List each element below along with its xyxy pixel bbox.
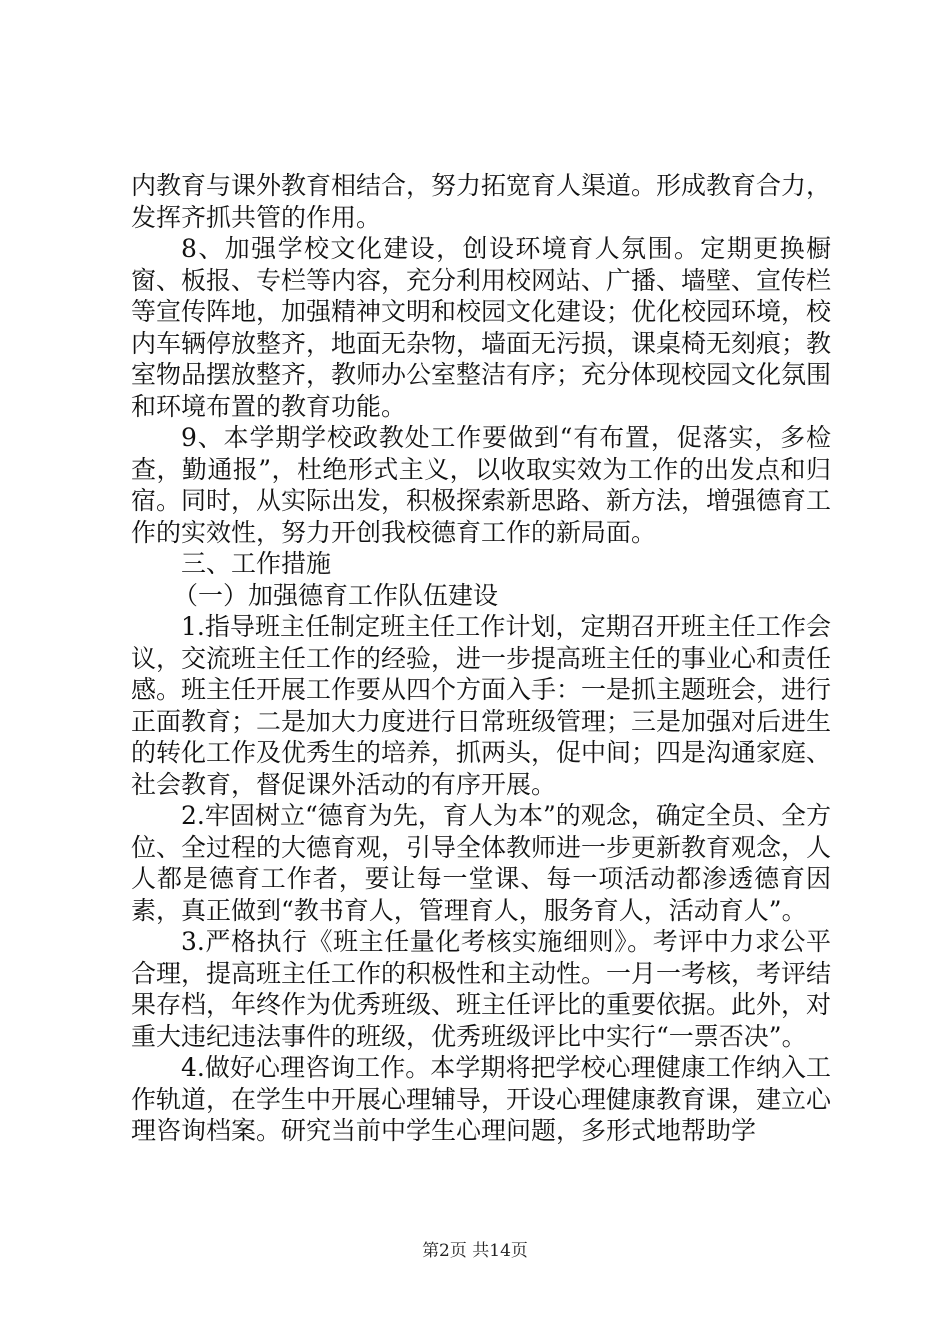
paragraph-measure-2: 2.牢固树立“德育为先，育人为本”的观念，确定全员、全方位、全过程的大德育观，引导全体教师进一步更新教育观念，人人都是德育工作者，要让每一堂课、每一项活动都渗透德育因素，真正做到“教书育人，管理育人，服务育人，活动育人”。 <box>131 801 832 925</box>
paragraph-measure-3: 3.严格执行《班主任量化考核实施细则》。考评中力求公平合理，提高班主任工作的积极性和主动性。一月一考核，考评结果存档，年终作为优秀班级、班主任评比的重要依据。此外，对重大违纪违法事件的班级，优秀班级评比中实行“一票否决”。 <box>131 927 832 1051</box>
paragraph-item-8: 8、加强学校文化建设，创设环境育人氛围。定期更换橱窗、板报、专栏等内容，充分利用校网站、广播、墙壁、宣传栏等宣传阵地，加强精神文明和校园文化建设；优化校园环境，校内车辆停放整齐，地面无杂物，墙面无污损，课桌椅无刻痕；教室物品摆放整齐，教师办公室整洁有序；充分体现校园文化氛围和环境布置的教育功能。 <box>131 234 832 421</box>
subsection-heading-team-building: （一）加强德育工作队伍建设 <box>173 580 499 610</box>
paragraph-continuation: 内教育与课外教育相结合，努力拓宽育人渠道。形成教育合力，发挥齐抓共管的作用。 <box>131 171 832 232</box>
paragraph-measure-4: 4.做好心理咨询工作。本学期将把学校心理健康工作纳入工作轨道，在学生中开展心理辅导，开设心理健康教育课，建立心理咨询档案。研究当前中学生心理问题，多形式地帮助学 <box>131 1053 832 1145</box>
paragraph-item-9: 9、本学期学校政教处工作要做到“有布置，促落实，多检查，勤通报”，杜绝形式主义，以收取实效为工作的出发点和归宿。同时，从实际出发，积极探索新思路、新方法，增强德育工作的实效性，努力开创我校德育工作的新局面。 <box>131 423 832 547</box>
section-heading-measures: 三、工作措施 <box>181 549 332 578</box>
document-body <box>131 170 831 1147</box>
paragraph-measure-1: 1.指导班主任制定班主任工作计划，定期召开班主任工作会议，交流班主任工作的经验，进一步提高班主任的事业心和责任感。班主任开展工作要从四个方面入手：一是抓主题班会，进行正面教育；二是加大力度进行日常班级管理；三是加强对后进生的转化工作及优秀生的培养，抓两头，促中间；四是沟通家庭、社会教育，督促课外活动的有序开展。 <box>131 612 832 799</box>
page-number-footer: 第2页 共14页 <box>422 1241 528 1261</box>
